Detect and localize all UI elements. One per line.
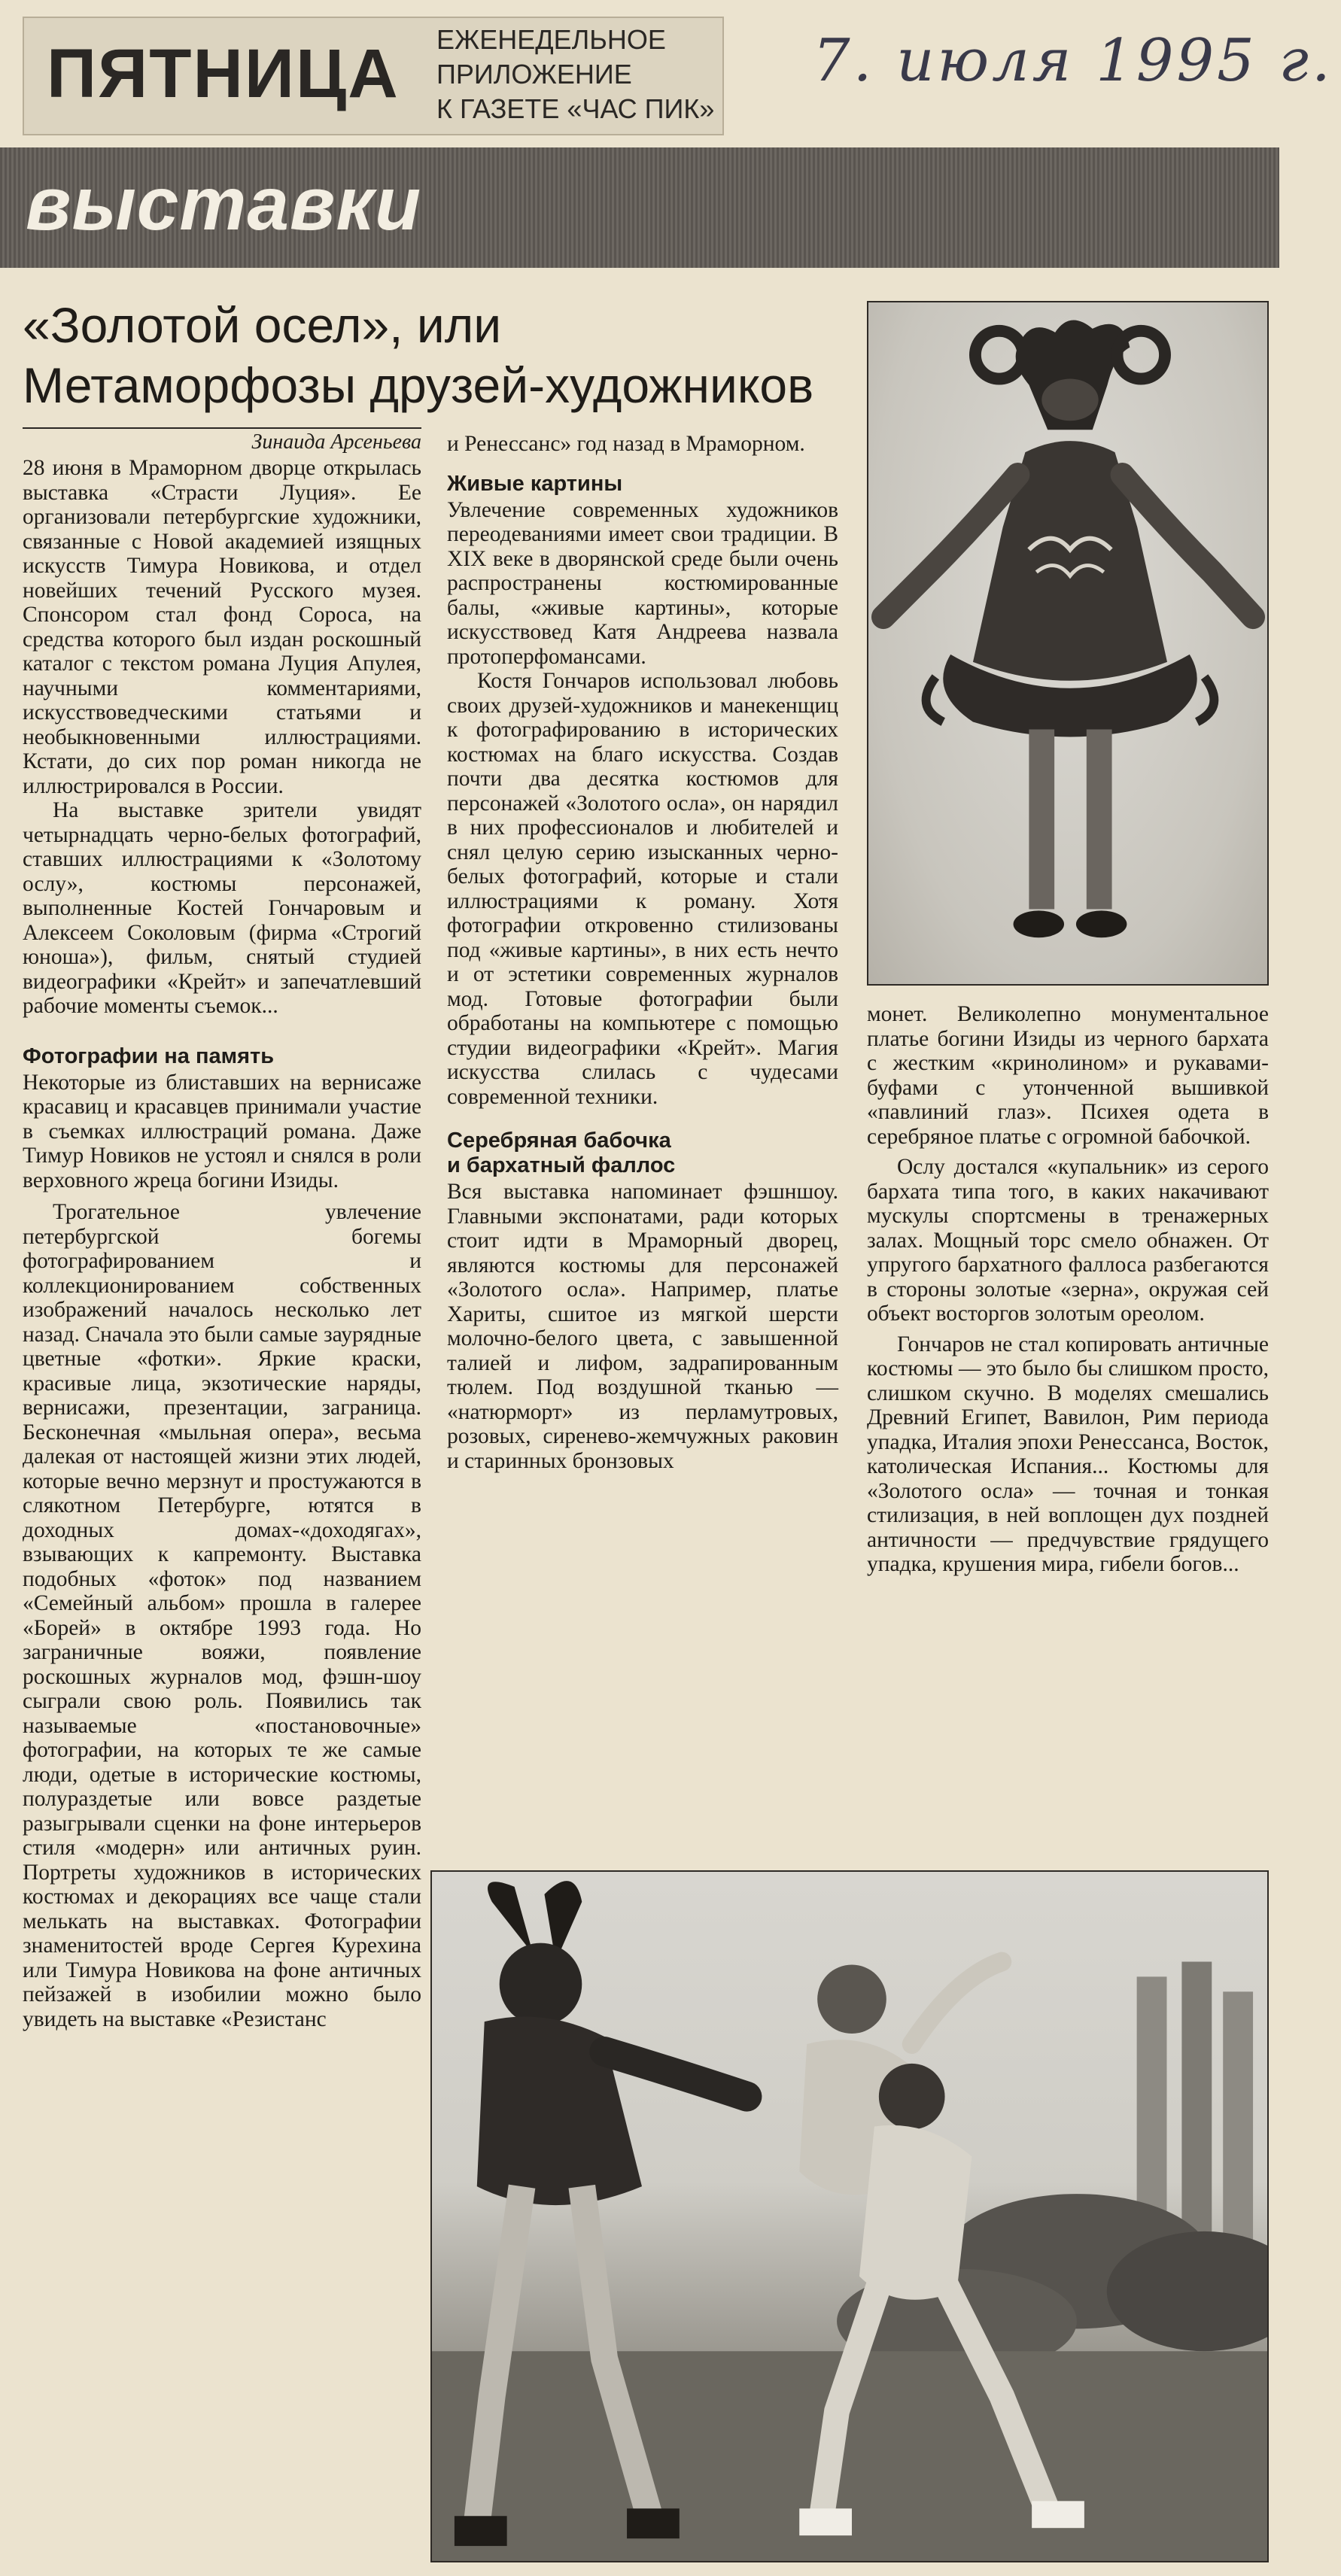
costume-figure-photo	[867, 301, 1269, 986]
masthead-title: ПЯТНИЦА	[47, 35, 400, 112]
scene-photo	[430, 1870, 1269, 2562]
article-column-3	[867, 1002, 1269, 1860]
paragraph: Увлечение современных художников переодеваниями имеет свои традиции. В XIX веке в дворянской среде были очень распространены костюмированные балы, «живые картины», которые искусствовед Катя Андреева назвала протоперфомансами.	[447, 497, 838, 669]
paragraph: Ослу достался «купальник» из серого бархата типа того, в каких накачивают мускулы спортсмены в тренажерных залах. Мощный торс смело обнажен. От упругого бархатного фаллоса разбегаются в стороны золотые «зерна», окружая сей объект восторгов золотым ореолом.	[867, 1155, 1269, 1326]
scene-illustration	[432, 1872, 1267, 2561]
masthead-subtitle-line: ЕЖЕНЕДЕЛЬНОЕ	[436, 24, 666, 55]
paragraph: Гончаров не стал копировать античные костюмы — это было бы слишком просто, слишком скучно. В моделях смешались Древний Египет, Вавилон, Рим периода упадка, Италия эпохи Ренессанса, Восток, католическая Испания... Костюмы для «Золотого осла» — точная и тонкая стилизация, в ней воплощен дух поздней античности — предчувствие грядущего упадка, крушения мира, гибели богов...	[867, 1332, 1269, 1576]
rubric-title: выставки	[26, 162, 422, 246]
masthead-subtitle-line: К ГАЗЕТЕ «ЧАС ПИК»	[436, 93, 715, 124]
masthead-subtitle-line: ПРИЛОЖЕНИЕ	[436, 59, 632, 90]
masthead	[23, 17, 724, 135]
paragraph: Костя Гончаров использовал любовь своих друзей-художников и манекенщиц к фотографированию в исторических костюмах на благо искусства. Создав почти два десятка костюмов для персонажей «Золотого осла», он нарядил в них профессионалов и любителей и снял целую серию изысканных черно-белых фотографий, которые и стали иллюстрациями к роману. Хотя фотографии откровенно стилизованы под «живые картины», в них есть нечто и от эстетики современных журналов мод. Готовые фотографии были обработаны на компьютере с помощью студии видеографики «Крейт». Магия искусства слилась с чудесами современной техники.	[447, 669, 838, 1109]
subheading-line: и бархатный фаллос	[447, 1153, 676, 1177]
masthead-subtitle	[436, 23, 722, 126]
headline-line: Метаморфозы друзей-художников	[23, 357, 814, 413]
subheading: Живые картины	[447, 471, 623, 496]
article-headline	[23, 295, 865, 415]
paragraph: Трогательное увлечение петербургской богемы фотографированием и коллекционированием собственных изображений началось несколько лет назад. Сначала это были самые заурядные цветные «фотки». Яркие краски, красивые лица, экзотические наряды, вернисажи, презентации, заграница. Бесконечная «мыльная опера», весьма далекая от настоящей жизни этих людей, которые вечно мерзнут и простужаются в слякотном Петербурге, ютятся в доходных домах-«доходягах», взывающих к капремонту. Выставка подобных «фоток» под названием «Семейный альбом» прошла в галерее «Борей» в октябре 1993 года. Но заграничные вояжи, появление роскошных журналов мод, фэшн-шоу сыграли свою роль. Появились так называемые «постановочные» фотографии, на которых те же самые люди, одетые в исторические костюмы, полураздетые или вовсе раздетые разыгрывали сценки на фоне интерьеров стиля «модерн» или античных руин. Портреты художников в исторических костюмах и декорациях все чаще стали мелькать на выставках. Фотографии знаменитостей вроде Сергея Курехина или Тимура Новикова на фоне античных пейзажей в изобилии можно было увидеть на выставке «Резистанс	[23, 1200, 421, 2031]
subheading-line: Серебряная бабочка	[447, 1129, 671, 1153]
article-column-2	[447, 432, 838, 1824]
costume-figure-illustration	[868, 302, 1267, 984]
headline-line: «Золотой осел», или	[23, 297, 502, 353]
subheading	[447, 1129, 838, 1178]
handwritten-date: 7. июля 1995 г.	[813, 27, 1333, 95]
subheading: Фотографии на память	[23, 1043, 275, 1068]
paragraph: Вся выставка напоминает фэшншоу. Главными экспонатами, ради которых стоит идти в Мраморный дворец, являются костюмы для персонажей «Золотого осла». Например, платье Хариты, сшитое из мягкой шерсти молочно-белого цвета, с завышенной талией и лифом, задрапированным тюлем. Под воздушной тканью — «натюрморт» из перламутровых, розовых, сиренево-жемчужных раковин и старинных бронзовых	[447, 1180, 838, 1473]
article-column-1	[23, 456, 421, 2562]
paragraph: монет. Великолепно монументальное платье богини Изиды из черного бархата с жестким «кринолином» и рукавами-буфами с утонченной вышивкой «павлиний глаз». Психея одета в серебряное платье с огромной бабочкой.	[867, 1002, 1269, 1149]
paragraph: и Ренессанс» год назад в Мраморном.	[447, 432, 805, 456]
paragraph: На выставке зрители увидят четырнадцать черно-белых фотографий, ставших иллюстрациями к «Золотому ослу», костюмы персонажей, выполненные Костей Гончаровым и Алексеем Соколовым (фирма «Строгий юноша»), фильм, снятый студией видеографики «Крейт» и запечатлевший рабочие моменты съемок...	[23, 798, 421, 1018]
paragraph: 28 июня в Мраморном дворце открылась выставка «Страсти Луция». Ее организовали петербургские художники, связанные с Новой академией изящных искусств Тимура Новикова, и отдел новейших течений Русского музея. Спонсором стал фонд Сороса, на средства которого был издан роскошный каталог с текстом романа Луция Апулея, научными комментариями, искусствоведческими статьями и необыкновенными иллюстрациями. Кстати, до сих пор роман никогда не иллюстрировался в России.	[23, 456, 421, 798]
byline: Зинаида Арсеньева	[23, 427, 421, 454]
rubric-bar	[0, 147, 1279, 268]
paragraph: Некоторые из блиставших на вернисаже красавиц и красавцев принимали участие в съемках иллюстраций романа. Даже Тимур Новиков не устоял и снялся в роли верховного жреца богини Изиды.	[23, 1070, 421, 1192]
